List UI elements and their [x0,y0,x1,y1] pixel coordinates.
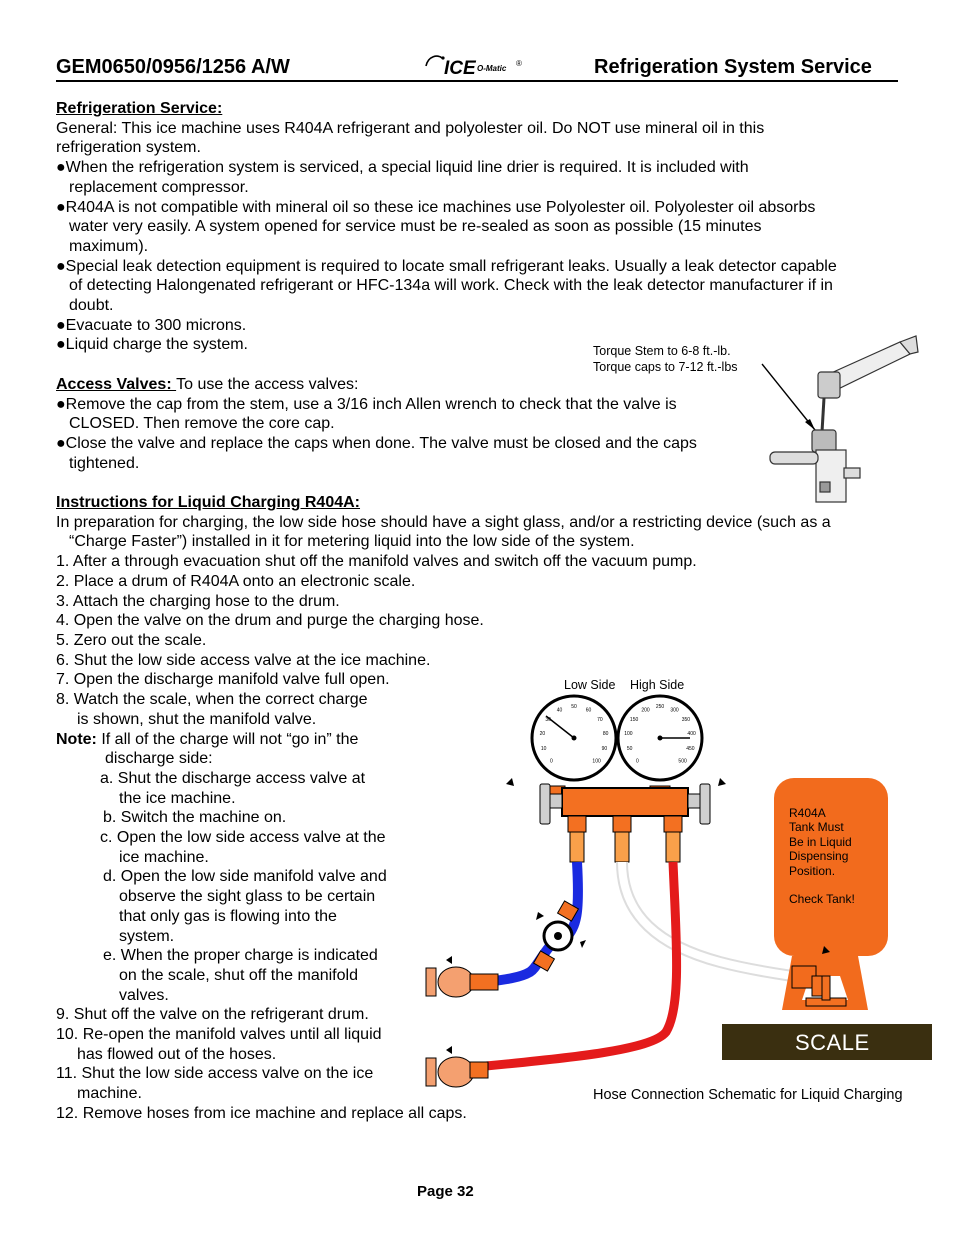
low-gauge-tick-label: 30 [545,717,551,724]
access-heading: Access Valves: [56,375,177,393]
step-item: 11. Shut the low side access valve on the ice [56,1065,374,1083]
high-gauge-tick-label: 100 [624,731,633,737]
low-side-access-valve [426,956,498,997]
low-gauge-tick-label: 80 [602,731,609,737]
high-gauge-tick-label: 500 [678,758,687,765]
page-number: Page 32 [417,1183,474,1200]
high-side-manifold-knob [700,784,710,824]
low-gauge-tick-label: 50 [571,704,577,710]
low-gauge-tick-label: 60 [585,707,592,714]
low-side-label: Low Side [564,678,616,692]
step-item: 9. Shut off the valve on the refrigerant drum. [56,1006,369,1024]
low-gauge-tick-label: 20 [539,731,546,737]
bullet-line: maximum). [69,237,149,255]
scale-label: SCALE [795,1030,870,1055]
bullet-line: doubt. [69,297,114,315]
substep-item: d. Open the low side manifold valve and [103,868,387,886]
refrigeration-heading: Refrigeration Service: [56,100,223,117]
low-side-manifold-knob [540,784,550,824]
high-gauge-tick-label: 350 [681,717,691,724]
low-gauge-tick-label: 90 [601,745,608,752]
step-item: 7. Open the discharge manifold valve full open. [56,671,390,689]
header-rule [56,80,898,82]
low-gauge-tick-label: 40 [556,707,563,714]
tank-text: R404A [789,806,826,820]
tank-text: Tank Must [789,820,844,835]
step-item: 5. Zero out the scale. [56,631,207,649]
step-item: is shown, shut the manifold valve. [77,710,317,728]
tank-text: Position. [789,863,836,878]
logo-registered: ® [516,59,522,68]
tank-text: Dispensing [789,849,849,864]
bullet-line: of detecting Halongenated refrigerant or HFC-134a will work. Check with the leak detector manufacturer if in [69,277,833,295]
step-item: 8. Watch the scale, when the correct charge [56,691,368,709]
diagram-caption: Hose Connection Schematic for Liquid Charging [593,1087,903,1103]
low-gauge-tick-label: 100 [592,758,601,765]
low-gauge-tick-label: 70 [597,717,603,724]
high-gauge-tick-label: 300 [670,707,679,714]
high-gauge-tick-label: 450 [686,745,695,752]
charging-heading: Instructions for Liquid Charging R404A: [56,494,361,512]
step-item: 6. Shut the low side access valve at the ice machine. [56,651,431,669]
step-item: 12. Remove hoses from ice machine and replace all caps. [56,1104,467,1122]
substep-item: a. Shut the discharge access valve at [100,769,366,787]
bullet-line: tightened. [69,454,140,472]
section-title: Refrigeration System Service [594,56,872,78]
general-line: General: This ice machine uses R404A refrigerant and polyolester oil. Do NOT use mineral oil in this [56,119,765,137]
step-item: has flowed out of the hoses. [77,1045,277,1063]
torque-label [593,343,738,375]
bullet-line: ●When the refrigeration system is serviced, a special liquid line drier is required. It is included with [56,159,749,177]
bullet-line: water very easily. A system opened for service must be re-sealed as soon as possible (15 minutes [69,218,762,236]
ice-omatic-logo [420,52,530,78]
step-item: 2. Place a drum of R404A onto an electronic scale. [56,572,416,590]
bullet-line: replacement compressor. [69,178,249,196]
torque-caps-text: Torque caps to 7-12 ft.-lbs [593,360,738,374]
bullet-line: ●Remove the cap from the stem, use a 3/16 inch Allen wrench to check that the valve is [56,395,677,413]
substep-item: c. Open the low side access valve at the [100,829,386,847]
substep-item: e. When the proper charge is indicated [103,947,378,965]
high-gauge-tick-label: 200 [641,707,650,714]
tank-warning-label [789,806,855,906]
low-gauge-tick-label: 0 [550,758,553,765]
tank-text: Be in Liquid [789,834,852,849]
high-gauge-tick-label: 50 [626,745,633,752]
substep-item: valves. [119,986,169,1004]
bullet-line: ●Liquid charge the system. [56,336,248,354]
substep-item: that only gas is flowing into the [119,907,337,925]
bullet-line: ●Evacuate to 300 microns. [56,316,247,334]
step-item: 3. Attach the charging hose to the drum. [56,592,340,610]
high-gauge-tick-label: 150 [629,717,639,724]
step-item: 1. After a through evacuation shut off the manifold valves and switch off the vacuum pump. [56,553,697,571]
logo-omatic-text: O-Matic [477,64,507,73]
access-intro: To use the access valves: [176,375,359,393]
tank-text: Check Tank! [789,892,855,907]
document-model: GEM0650/0956/1256 A/W [56,56,290,78]
step-item: 10. Re-open the manifold valves until all liquid [56,1026,382,1044]
bullet-line: ●R404A is not compatible with mineral oil so these ice machines use Polyolester oil. Polyolester oil absorbs [56,198,816,216]
logo-ice-text: ICE [444,58,476,79]
substep-item: b. Switch the machine on. [103,809,287,827]
note-text: If all of the charge will not “go in” the [96,730,359,748]
bullet-line: CLOSED. Then remove the core cap. [69,415,335,433]
high-gauge-tick-label: 0 [636,758,639,765]
step-item: 4. Open the valve on the drum and purge the charging hose. [56,612,484,630]
low-gauge-tick-label: 10 [540,745,547,752]
high-gauge-tick-label: 250 [655,704,665,710]
charging-prep: “Charge Faster”) installed in it for metering liquid into the low side of the system. [69,533,635,551]
substep-item: system. [119,927,175,945]
substep-item: the ice machine. [119,789,236,807]
note-text: discharge side: [105,750,213,768]
note-label: Note: [56,730,97,748]
substep-item: observe the sight glass to be certain [119,888,376,906]
general-line: refrigeration system. [56,139,201,157]
torque-stem-text: Torque Stem to 6-8 ft.-lb. [593,344,731,358]
substep-item: ice machine. [119,848,209,866]
step-item: machine. [77,1085,142,1103]
bullet-line: ●Special leak detection equipment is required to locate small refrigerant leaks. Usually a leak detector capable [56,257,837,275]
high-gauge-tick-label: 400 [687,731,696,737]
high-side-access-valve [426,1046,488,1087]
manifold-body [562,788,688,816]
bullet-line: ●Close the valve and replace the caps when done. The valve must be closed and the caps [56,434,697,452]
charging-prep: In preparation for charging, the low side hose should have a sight glass, and/or a restricting device (such as a [56,513,831,531]
substep-item: on the scale, shut off the manifold [119,966,358,984]
access-valve-illustration [760,322,920,508]
high-side-label: High Side [630,678,685,692]
